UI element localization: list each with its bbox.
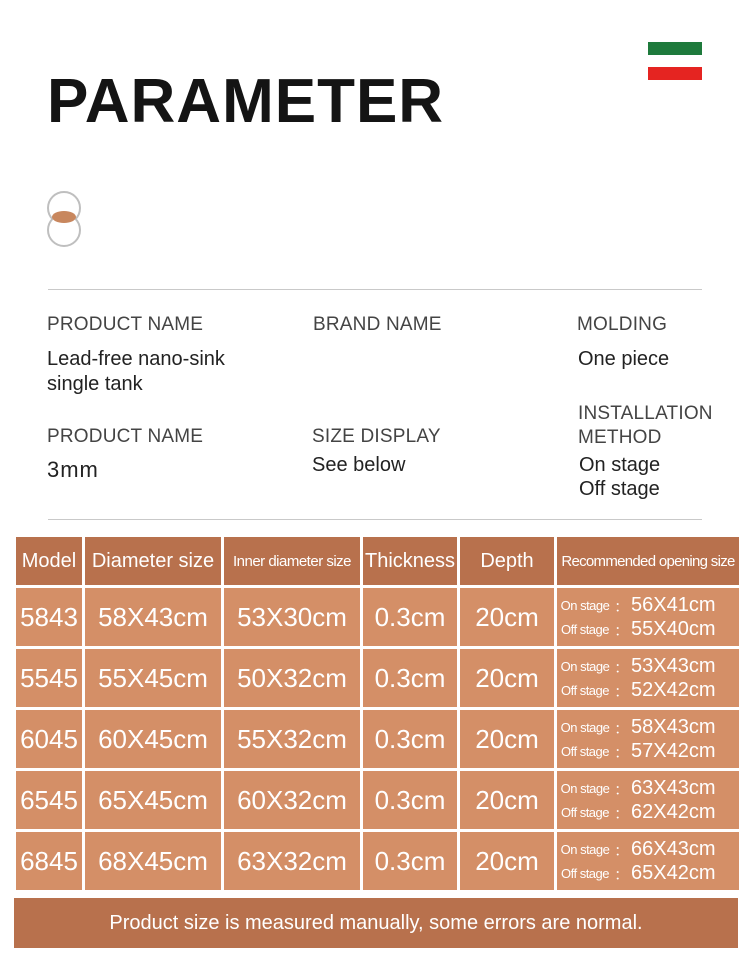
cell-model: 6545 <box>16 771 82 829</box>
param-value: On stage <box>579 454 661 476</box>
param-label: INSTALLATION METHOD <box>578 403 713 448</box>
flag-icon <box>648 42 702 80</box>
param-value: Lead-free nano-sink single tank <box>47 348 225 395</box>
size-table <box>13 534 742 893</box>
colon: ： <box>613 781 630 799</box>
cell-thickness: 0.3cm <box>363 771 457 829</box>
colon: ： <box>613 683 630 701</box>
off-stage-label: Off stage <box>560 743 609 759</box>
cell-diameter: 60X45cm <box>85 710 221 768</box>
flag-stripe-red <box>648 67 702 80</box>
on-stage-label: On stage <box>560 841 610 857</box>
cell-recommended <box>557 710 739 768</box>
colon: ： <box>613 598 630 616</box>
decorative-rings-icon <box>47 191 81 245</box>
param-value: See below <box>312 454 406 476</box>
header-diameter: Diameter size <box>85 537 221 585</box>
cell-thickness: 0.3cm <box>363 832 457 890</box>
on-stage-label: On stage <box>560 719 610 735</box>
param-value: Off stage <box>579 478 660 500</box>
off-stage-label: Off stage <box>560 682 609 698</box>
cell-model: 5545 <box>16 649 82 707</box>
cell-depth: 20cm <box>460 710 554 768</box>
colon: ： <box>613 744 630 762</box>
cell-thickness: 0.3cm <box>363 710 457 768</box>
cell-inner: 55X32cm <box>224 710 360 768</box>
cell-depth: 20cm <box>460 649 554 707</box>
on-stage-label: On stage <box>560 780 610 796</box>
colon: ： <box>613 720 630 738</box>
cell-model: 6045 <box>16 710 82 768</box>
header-model: Model <box>16 537 82 585</box>
param-label: BRAND NAME <box>313 314 442 335</box>
table-header-row <box>16 537 739 585</box>
page-title: PARAMETER <box>47 67 445 136</box>
cell-thickness: 0.3cm <box>363 588 457 646</box>
cell-inner: 63X32cm <box>224 832 360 890</box>
param-label: SIZE DISPLAY <box>312 426 441 447</box>
cell-depth: 20cm <box>460 588 554 646</box>
cell-inner: 53X30cm <box>224 588 360 646</box>
colon: ： <box>613 842 630 860</box>
header-thickness: Thickness <box>363 537 457 585</box>
cell-diameter: 55X45cm <box>85 649 221 707</box>
cell-inner: 50X32cm <box>224 649 360 707</box>
off-stage-value: 55X40cm <box>631 617 716 640</box>
on-stage-label: On stage <box>560 658 610 674</box>
off-stage-label: Off stage <box>560 621 609 637</box>
on-stage-label: On stage <box>560 597 610 613</box>
cell-thickness: 0.3cm <box>363 649 457 707</box>
on-stage-value: 58X43cm <box>631 715 716 738</box>
divider-bottom <box>48 519 702 520</box>
flag-stripe-white <box>648 55 702 67</box>
param-label: PRODUCT NAME <box>47 314 204 335</box>
cell-diameter: 68X45cm <box>85 832 221 890</box>
cell-recommended <box>557 832 739 890</box>
colon: ： <box>613 622 630 640</box>
cell-recommended <box>557 771 739 829</box>
on-stage-value: 66X43cm <box>631 837 716 860</box>
cell-recommended <box>557 649 739 707</box>
colon: ： <box>613 805 630 823</box>
on-stage-value: 53X43cm <box>631 654 716 677</box>
off-stage-label: Off stage <box>560 804 609 820</box>
cell-depth: 20cm <box>460 771 554 829</box>
table-row <box>16 588 739 646</box>
table-row <box>16 649 739 707</box>
cell-diameter: 65X45cm <box>85 771 221 829</box>
off-stage-value: 52X42cm <box>631 678 716 701</box>
cell-inner: 60X32cm <box>224 771 360 829</box>
table-row <box>16 710 739 768</box>
off-stage-value: 62X42cm <box>631 800 716 823</box>
off-stage-value: 57X42cm <box>631 739 716 762</box>
table-row <box>16 771 739 829</box>
ring-fill <box>52 211 76 223</box>
on-stage-value: 63X43cm <box>631 776 716 799</box>
off-stage-label: Off stage <box>560 865 609 881</box>
param-label: MOLDING <box>577 314 668 335</box>
header-depth: Depth <box>460 537 554 585</box>
header-recommended-opening: Recommended opening size <box>557 537 739 585</box>
on-stage-value: 56X41cm <box>631 593 716 616</box>
param-label: PRODUCT NAME <box>47 426 204 447</box>
cell-model: 5843 <box>16 588 82 646</box>
param-value: One piece <box>578 348 670 370</box>
table-row <box>16 832 739 890</box>
cell-model: 6845 <box>16 832 82 890</box>
flag-stripe-green <box>648 42 702 55</box>
param-value: 3mm <box>47 457 99 482</box>
colon: ： <box>613 866 630 884</box>
cell-diameter: 58X43cm <box>85 588 221 646</box>
cell-depth: 20cm <box>460 832 554 890</box>
colon: ： <box>613 659 630 677</box>
header-inner-diameter: Inner diameter size <box>224 537 360 585</box>
off-stage-value: 65X42cm <box>631 861 716 884</box>
divider-top <box>48 289 702 290</box>
footer-note: Product size is measured manually, some errors are normal. <box>14 898 738 948</box>
cell-recommended <box>557 588 739 646</box>
